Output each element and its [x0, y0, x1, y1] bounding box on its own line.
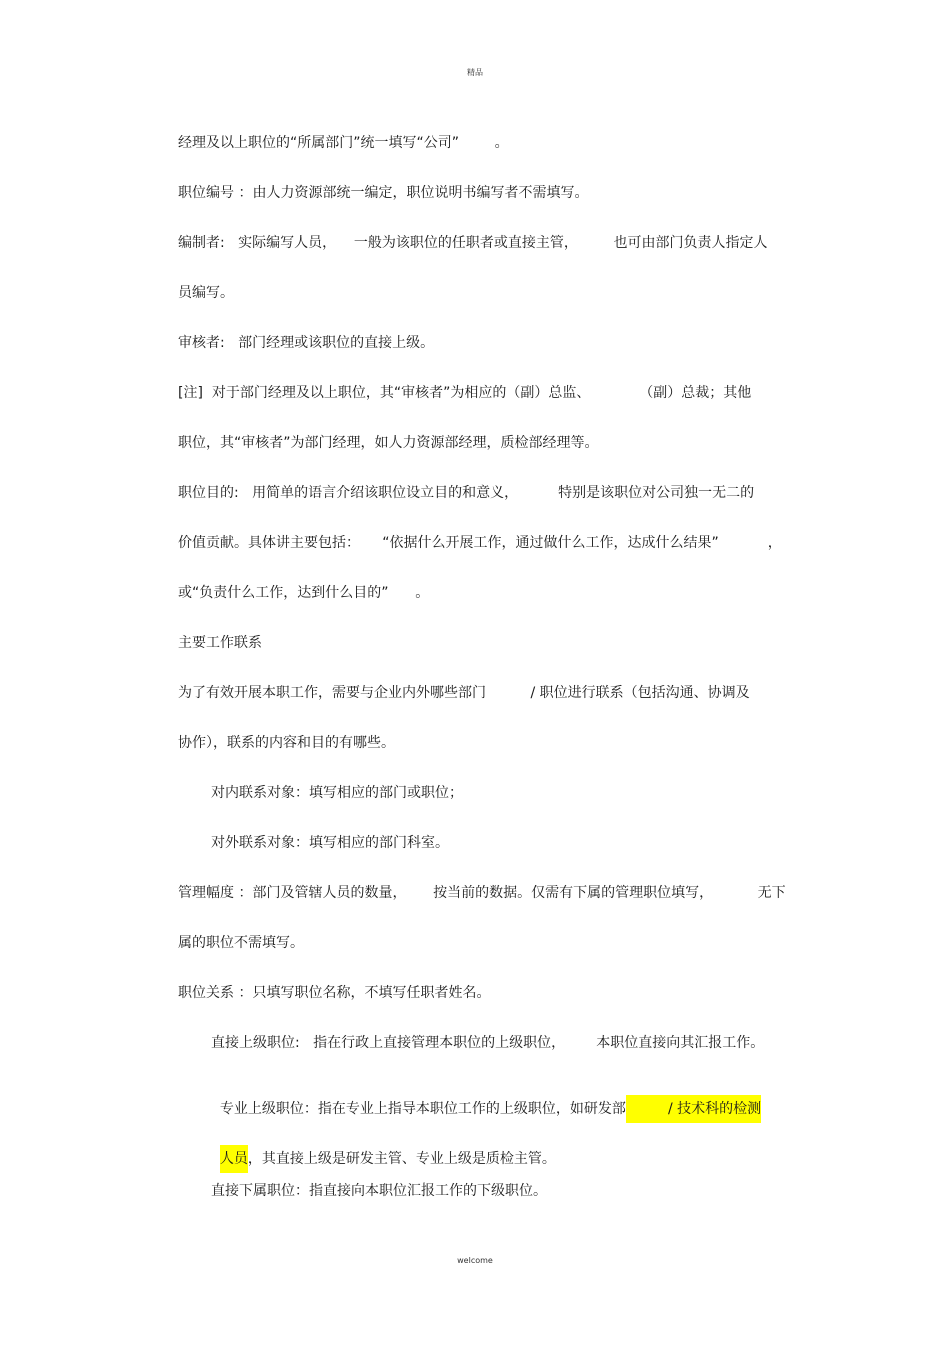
paragraph-line: 职位，其“审核者”为部门经理，如人力资源部经理，质检部经理等。 [178, 435, 599, 451]
paragraph-line: 职位目的: 用简单的语言介绍该职位设立目的和意义， 特别是该职位对公司独一无二的 [178, 485, 755, 501]
list-item-text: ，其直接上级是研发主管、专业上级是质检主管。 [247, 1151, 556, 1167]
highlighted-text: / 技术科的检测 [626, 1095, 761, 1123]
section-heading: 主要工作联系 [178, 635, 262, 651]
list-item: 直接上级职位: 指在行政上直接管理本职位的上级职位， 本职位直接向其汇报工作。 [211, 1035, 765, 1051]
page-footer-mark: welcome [457, 1256, 493, 1265]
paragraph-line: 员编写。 [178, 285, 234, 301]
list-item: 直接下属职位：指直接向本职位汇报工作的下级职位。 [211, 1183, 547, 1199]
paragraph-line: 编制者: 实际编写人员， 一般为该职位的任职者或直接主管， 也可由部门负责人指定人 [178, 235, 768, 251]
paragraph-line: 职位关系 ：只填写职位名称，不填写任职者姓名。 [178, 985, 491, 1001]
paragraph-line: 经理及以上职位的“所属部门”统一填写“公司” 。 [178, 135, 509, 151]
list-item [211, 1082, 761, 1118]
paragraph-line: 价值贡献。具体讲主要包括： “依据什么开展工作，通过做什么工作，达成什么结果” ， [178, 535, 782, 551]
paragraph-line: 管理幅度 ：部门及管辖人员的数量， 按当前的数据。仅需有下属的管理职位填写， 无下 [178, 885, 786, 901]
page-header-mark: 精品 [467, 68, 483, 77]
paragraph-line: 为了有效开展本职工作，需要与企业内外哪些部门 / 职位进行联系（包括沟通、协调及 [178, 685, 750, 701]
paragraph-line: 属的职位不需填写。 [178, 935, 304, 951]
paragraph-line: 协作），联系的内容和目的有哪些。 [178, 735, 395, 751]
list-item-text: 专业上级职位：指在专业上指导本职位工作的上级职位，如研发部 [219, 1101, 626, 1117]
list-item: 对内联系对象：填写相应的部门或职位； [211, 785, 463, 801]
list-item: 对外联系对象：填写相应的部门科室。 [211, 835, 449, 851]
paragraph-line: 审核者: 部门经理或该职位的直接上级。 [178, 335, 435, 351]
paragraph-line: 或“负责什么工作，达到什么目的” 。 [178, 585, 430, 601]
list-item [211, 1132, 556, 1168]
paragraph-line: 职位编号 ：由人力资源部统一编定，职位说明书编写者不需填写。 [178, 185, 589, 201]
highlighted-text: 人员 [220, 1145, 248, 1173]
paragraph-line: [注] 对于部门经理及以上职位，其“审核者”为相应的（副）总监、 （副）总裁；其他 [178, 385, 752, 401]
